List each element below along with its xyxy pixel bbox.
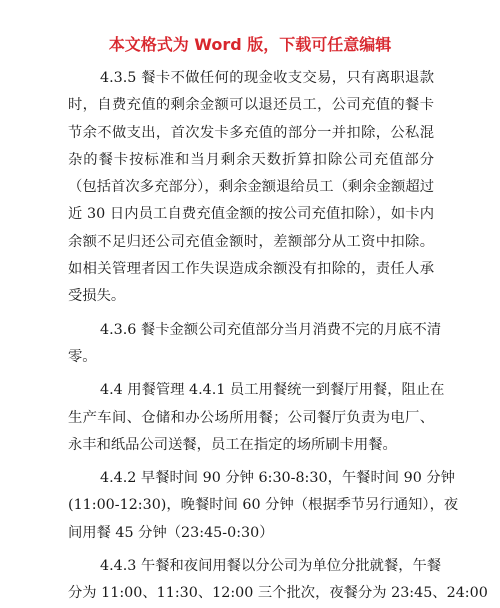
text-line: 受损失。 (68, 288, 126, 305)
document-body (68, 65, 488, 608)
text-line: 分为 11:00、11:30、12:00 三个批次，夜餐分为 23:45、24:00 (68, 585, 488, 602)
paragraph-4-3-6 (68, 317, 442, 372)
paragraph-4-4-2 (68, 465, 459, 547)
text-line: 4.3.6 餐卡金额公司充值部分当月消费不完的月底不清 (100, 321, 442, 338)
text-line: (11:00-12:30)，晚餐时间 60 分钟（根据季节另行通知），夜 (68, 497, 459, 514)
text-line: 零。 (68, 348, 97, 365)
text-line: 节余不做支出，首次发卡多充值的部分一并扣除，公私混 (68, 124, 434, 141)
text-line: 如相关管理者因工作失误造成余额没有扣除的，责任人承 (68, 261, 434, 278)
paragraph-4-4-3 (68, 553, 488, 608)
text-line: 4.4.3 午餐和夜间用餐以分公司为单位分批就餐，午餐 (100, 558, 442, 575)
text-line: 4.4.2 早餐时间 90 分钟 6:30-8:30，午餐时间 90 分钟 (100, 470, 455, 487)
page-header-notice: 本文格式为 Word 版，下载可任意编辑 (108, 35, 392, 54)
text-line: （包括首次多充部分），剩余金额退给员工（剩余金额超过 (68, 179, 434, 196)
text-line: 近 30 日内员工自费充值金额的按公司充值扣除），如卡内 (68, 206, 434, 223)
paragraph-4-3-5 (68, 65, 434, 311)
text-line: 生产车间、仓储和办公场所用餐；公司餐厅负责为电厂、 (68, 409, 434, 426)
text-line: 时，自费充值的剩余金额可以退还员工，公司充值的餐卡 (68, 97, 434, 114)
text-line: 杂的餐卡按标准和当月剩余天数折算扣除公司充值部分 (68, 151, 434, 168)
text-line: 余额不足归还公司充值金额时，差额部分从工资中扣除。 (68, 233, 434, 250)
text-line: 4.3.5 餐卡不做任何的现金收支交易，只有离职退款 (100, 70, 434, 86)
text-line: 4.4 用餐管理 4.4.1 员工用餐统一到餐厅用餐，阻止在 (100, 382, 445, 399)
text-line: 永丰和纸品公司送餐，员工在指定的场所刷卡用餐。 (68, 436, 397, 453)
paragraph-4-4 (68, 377, 445, 459)
text-line: 间用餐 45 分钟（23:45-0:30） (68, 524, 274, 541)
